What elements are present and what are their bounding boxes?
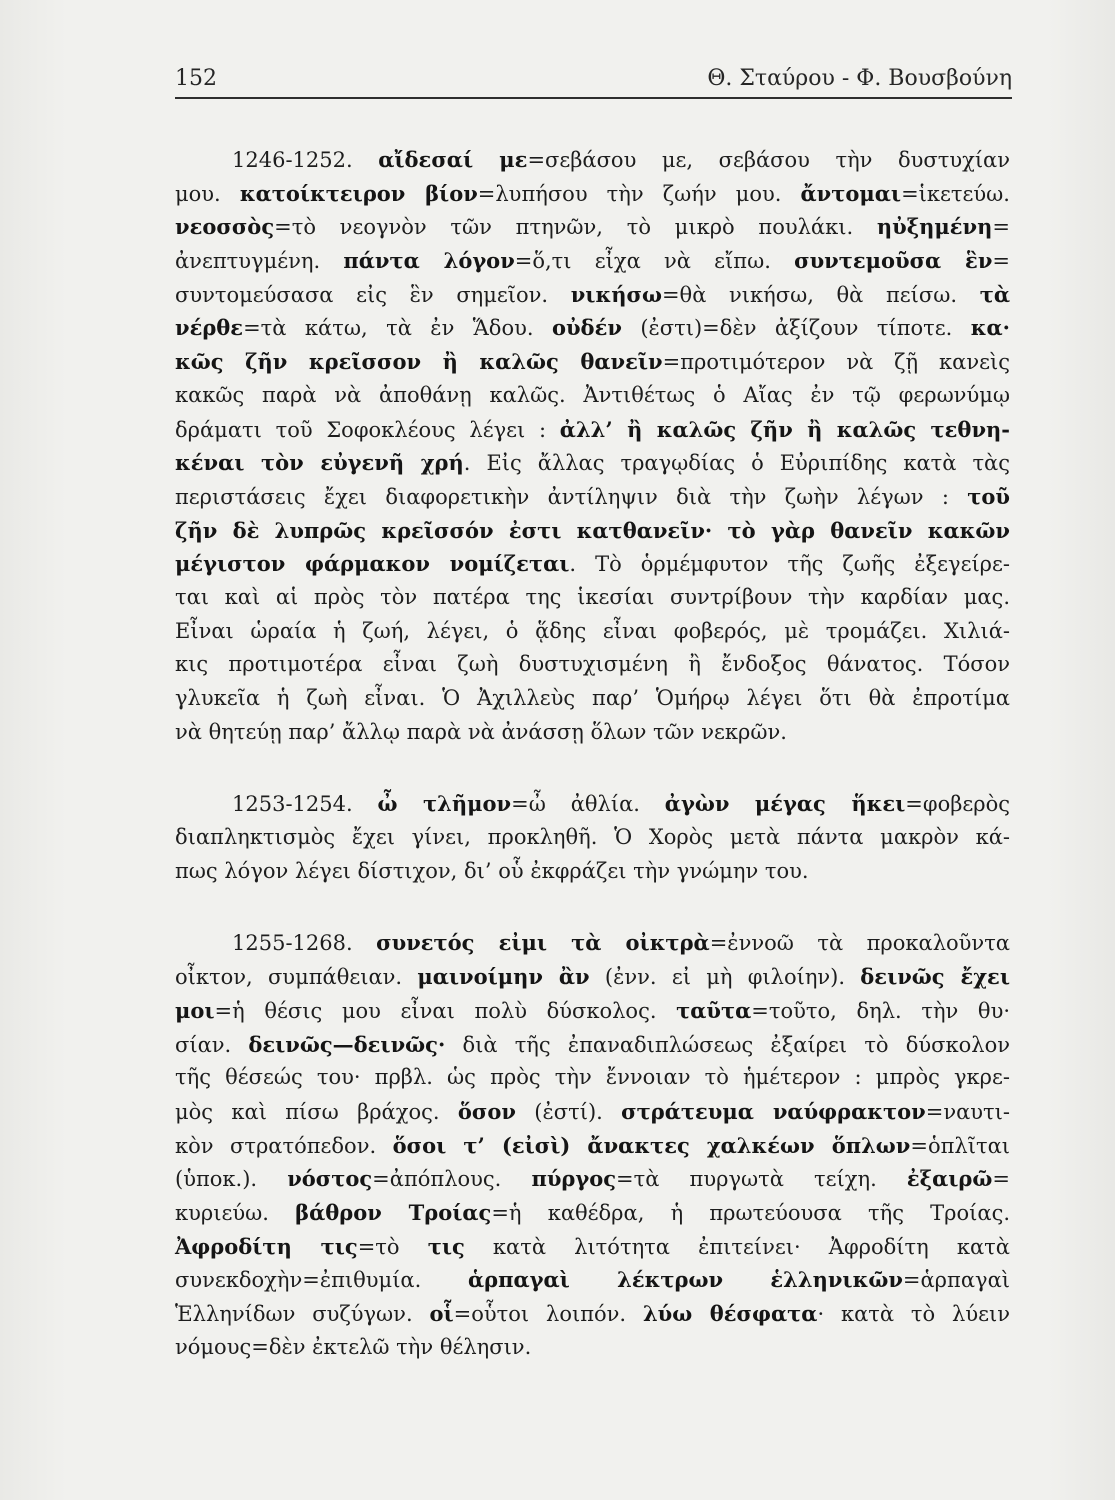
text-line: [175, 413, 1010, 447]
lemma: ὅσοι τ’ (εἰσὶ) ἄνακτες χαλκέων ὅπλων: [392, 1132, 911, 1158]
gloss-text: =τὰ πυργωτὰ τείχη.: [616, 1167, 907, 1192]
text-line: [175, 1230, 1010, 1264]
page-header: [175, 66, 1012, 96]
gloss-text: =: [992, 215, 1010, 240]
gloss-text: 1253-1254.: [232, 792, 378, 817]
text-line: [175, 821, 1010, 855]
lemma: ηὐξημένη: [876, 214, 993, 240]
gloss-text: διὰ τῆς ἐπαναδιπλώσεως ἐξαίρει τὸ δύσκολον: [445, 1032, 1010, 1057]
gloss-text: =ἡ καθέδρα, ἡ πρωτεύουσα τῆς Τροίας.: [491, 1200, 1011, 1225]
text-line: [175, 547, 1010, 581]
lemma: πύργος: [531, 1166, 617, 1192]
lemma: κέναι τὸν εὐγενῆ χρή: [175, 450, 464, 476]
text-line: [175, 311, 1010, 345]
lemma: μοι: [175, 997, 215, 1023]
gloss-text: κυριεύω.: [175, 1200, 296, 1225]
gloss-text: οἶκτον, συμπάθειαν.: [175, 965, 418, 990]
lemma: πάντα λόγον: [343, 248, 515, 274]
lemma: ὅσον: [457, 1098, 516, 1124]
text-line: [175, 143, 1010, 177]
gloss-text: 1246-1252.: [232, 148, 379, 172]
gloss-text: (ὑποκ.).: [175, 1167, 288, 1192]
lemma: λύω θέσφατα: [642, 1301, 818, 1326]
text-line: [175, 855, 1010, 889]
lemma: οὐδέν: [551, 315, 622, 341]
text-line: [175, 514, 1010, 548]
gloss-text: =τοῦτο, δηλ. τὴν θυ·: [751, 998, 1011, 1023]
gloss-text: (ἐστι)=δὲν ἀξίζουν τίποτε.: [621, 316, 971, 341]
gloss-text: =: [992, 1167, 1010, 1192]
text-line: [175, 345, 1010, 379]
gloss-text: διαπληκτισμὸς ἔχει γίνει, προκληθῆ. Ὁ Χορὸς μετὰ πάντα μακρὸν κά-: [175, 825, 1010, 850]
gloss-text: =ὅ,τι εἶχα νὰ εἴπω.: [514, 249, 795, 274]
gloss-text: =ὦ ἀθλία.: [511, 792, 665, 817]
gloss-text: =τὰ κάτω, τὰ ἐν Ἅδου.: [243, 316, 552, 341]
lemma: τις: [427, 1233, 465, 1259]
gloss-text: . Εἰς ἄλλας τραγῳδίας ὁ Εὐριπίδης κατὰ τὰς: [463, 451, 1010, 476]
header-rule: [175, 97, 1012, 99]
text-line: [175, 648, 1010, 682]
gloss-text: (ἐνν. εἰ μὴ φιλοίην).: [589, 965, 861, 990]
lemma: βάθρον Τροίας: [295, 1199, 492, 1225]
gloss-text: =τὸ: [357, 1234, 428, 1259]
gloss-text: σίαν.: [175, 1032, 249, 1057]
gloss-text: =προτιμότερον νὰ ζῇ κανεὶς: [662, 350, 1010, 375]
lemma: νεοσσὸς: [175, 214, 275, 240]
gloss-text: συνεκδοχὴν=ἐπιθυμία.: [175, 1268, 468, 1293]
gloss-text: κακῶς παρὰ νὰ ἀποθάνῃ καλῶς. Ἀντιθέτως ὁ Αἴας ἐν τῷ φερωνύμῳ: [175, 382, 1010, 407]
lemma: Ἀφροδίτη τις: [175, 1233, 358, 1259]
gloss-text: =σεβάσου με, σεβάσου τὴν δυστυχίαν: [527, 148, 1011, 172]
gloss-text: · κατὰ τὸ λύειν: [817, 1302, 1010, 1326]
text-line: [175, 446, 1010, 480]
lemma: ἄντομαι: [800, 180, 902, 206]
lemma: μαινοίμην ἂν: [417, 964, 590, 990]
gloss-text: κις προτιμοτέρα εἶναι ζωὴ δυστυχισμένη ἢ ἔνδοξος θάνατος. Τόσον: [175, 652, 1010, 677]
gloss-text: =ἀπόπλους.: [372, 1167, 532, 1192]
lemma: δεινῶς ἔχει: [860, 964, 1010, 990]
commentary-paragraph: [175, 143, 1010, 749]
lemma: ὦ τλῆμον: [377, 791, 512, 817]
lemma: κα·: [970, 315, 1010, 341]
gloss-text: =θὰ νικήσω, θὰ πείσω.: [661, 282, 980, 307]
text-line: [175, 1196, 1010, 1230]
gloss-text: κὸν στρατόπεδον.: [175, 1133, 393, 1158]
text-line: [175, 994, 1010, 1028]
lemma: μέγιστον φάρμακον νομίζεται: [175, 551, 570, 577]
text-line: [175, 1028, 1010, 1062]
text-line: [175, 926, 1010, 960]
lemma: τὰ: [979, 281, 1010, 307]
lemma: νικήσω: [570, 281, 662, 307]
gloss-text: =ἡ θέσις μου εἶναι πολὺ δύσκολος.: [214, 998, 677, 1023]
text-line: [175, 1095, 1010, 1129]
lemma: ἀγὼν μέγας ἥκει: [664, 791, 906, 817]
running-head: Θ. Σταύρου - Φ. Βουσβούνη: [707, 66, 1012, 91]
gloss-text: μὸς καὶ πίσω βράχος.: [175, 1099, 458, 1124]
gloss-text: Εἶναι ὡραία ἡ ζωή, λέγει, ὁ ᾅδης εἶναι φοβερός, μὲ τρομάζει. Χιλιά-: [175, 618, 1010, 643]
lemma: οἷ: [429, 1301, 454, 1326]
lemma: συνετός εἰμι τὰ οἰκτρὰ: [376, 930, 710, 956]
gloss-text: =τὸ νεογνὸν τῶν πτηνῶν, τὸ μικρὸ πουλάκι.: [274, 215, 877, 240]
lemma: δεινῶς—δεινῶς·: [248, 1031, 446, 1057]
gloss-text: =οὗτοι λοιπόν.: [453, 1302, 643, 1326]
gloss-text: (ἐστί).: [515, 1099, 622, 1124]
gloss-text: περιστάσεις ἔχει διαφορετικὴν ἀντίληψιν διὰ τὴν ζωὴν λέγων :: [175, 484, 968, 509]
text-line: [175, 244, 1010, 278]
gloss-text: =φοβερὸς: [905, 792, 1010, 817]
gloss-text: =ἁρπαγαὶ: [902, 1268, 1010, 1293]
gloss-text: μου.: [175, 181, 240, 206]
lemma: αἴδεσαί με: [378, 147, 528, 172]
text-line: [175, 716, 1010, 750]
lemma: κῶς ζῆν κρεῖσσον ἢ καλῶς θανεῖν: [175, 349, 663, 375]
lemma: στράτευμα ναύφρακτον: [621, 1098, 926, 1124]
text-line: [175, 177, 1010, 211]
gloss-text: Ἑλληνίδων συζύγων.: [175, 1302, 430, 1326]
text-line: [175, 480, 1010, 514]
text-line: [175, 682, 1010, 716]
gloss-text: =λυπήσου τὴν ζωήν μου.: [477, 181, 801, 206]
gloss-text: . Τὸ ὁρμέμφυτον τῆς ζωῆς ἐξεγείρε-: [569, 552, 1010, 577]
gloss-text: νὰ θητεύῃ παρ’ ἄλλῳ παρὰ νὰ ἀνάσσῃ ὅλων τῶν νεκρῶν.: [175, 719, 787, 744]
gloss-text: δράματι τοῦ Σοφοκλέους λέγει :: [175, 417, 560, 442]
lemma: νέρθε: [175, 315, 244, 341]
text-line: [175, 787, 1010, 821]
commentary-body: [175, 143, 1010, 1364]
page-number: 152: [175, 66, 217, 91]
gloss-text: τῆς θέσεώς του· πρβλ. ὡς πρὸς τὴν ἔννοιαν τὸ ἡμέτερον : μπρὸς γκρε-: [175, 1065, 1010, 1090]
text-line: [175, 1297, 1010, 1331]
gloss-text: κατὰ λιτότητα ἐπιτείνει· Ἀφροδίτη κατὰ: [464, 1234, 1010, 1259]
text-line: [175, 379, 1010, 413]
text-line: [175, 1061, 1010, 1095]
gloss-text: γλυκεῖα ἡ ζωὴ εἶναι. Ὁ Ἀχιλλεὺς παρ’ Ὁμήρῳ λέγει ὅτι θὰ ἐπροτίμα: [175, 686, 1010, 710]
text-line: [175, 1162, 1010, 1196]
lemma: ἐξαιρῶ: [906, 1166, 993, 1192]
text-line: [175, 615, 1010, 649]
gloss-text: =ὁπλῖται: [910, 1133, 1010, 1158]
lemma: ἁρπαγαὶ λέκτρων ἑλληνικῶν: [467, 1267, 903, 1293]
gloss-text: πως λόγον λέγει δίστιχον, δι’ οὗ ἐκφράζει τὴν γνώμην του.: [175, 858, 809, 883]
lemma: συντεμοῦσα ἓν: [794, 248, 993, 274]
lemma: νόστος: [287, 1166, 373, 1192]
lemma: ἀλλ’ ἢ καλῶς ζῆν ἢ καλῶς τεθνη-: [559, 416, 1010, 442]
text-line: [175, 1331, 1010, 1365]
text-line: [175, 278, 1010, 312]
lemma: κατοίκτειρον βίον: [239, 180, 478, 206]
text-line: [175, 1263, 1010, 1297]
text-line: [175, 210, 1010, 244]
text-line: [175, 960, 1010, 994]
commentary-paragraph: [175, 787, 1010, 888]
text-line: [175, 1129, 1010, 1163]
gloss-text: ἀνεπτυγμένη.: [175, 249, 344, 274]
gloss-text: ται καὶ αἱ πρὸς τὸν πατέρα της ἱκεσίαι συντρίβουν τὴν καρδίαν μας.: [175, 584, 1010, 609]
gloss-text: =: [992, 249, 1011, 274]
gloss-text: συντομεύσασα εἰς ἓν σημεῖον.: [175, 282, 571, 307]
text-line: [175, 581, 1010, 615]
lemma: ταῦτα: [676, 997, 752, 1023]
gloss-text: =ἐννοῶ τὰ προκαλοῦντα: [709, 931, 1010, 956]
lemma: τοῦ: [967, 483, 1010, 509]
commentary-paragraph: [175, 926, 1010, 1364]
gloss-text: 1255-1268.: [232, 931, 377, 956]
gloss-text: νόμους=δὲν ἐκτελῶ τὴν θέλησιν.: [175, 1334, 532, 1359]
gloss-text: =ἱκετεύω.: [901, 181, 1010, 206]
lemma: ζῆν δὲ λυπρῶς κρεῖσσόν ἐστι κατθανεῖν· τὸ γὰρ θανεῖν κακῶν: [175, 517, 1010, 543]
gloss-text: =ναυτι-: [925, 1099, 1010, 1124]
